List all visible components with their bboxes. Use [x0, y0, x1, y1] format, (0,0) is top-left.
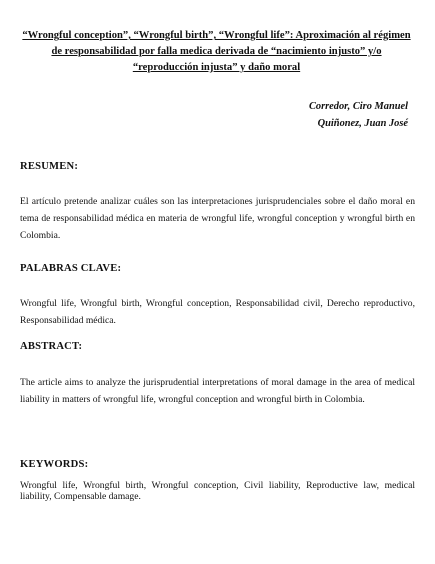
resumen-heading: RESUMEN:: [20, 161, 79, 172]
keywords-heading: KEYWORDS:: [20, 459, 89, 470]
abstract-heading: ABSTRACT:: [20, 341, 83, 352]
author-list: [309, 98, 408, 132]
resumen-text: El artículo pretende analizar cuáles son las interpretaciones jurisprudenciales sobre el daño moral en tema de responsabilidad médica en materia de wrongful life, wrongful conception y wrongful birth en Colombia.: [20, 196, 415, 241]
abstract-text: The article aims to analyze the jurisprudential interpretations of moral damage in the area of medical liability in matters of wrongful life, wrongful conception and wrongful birth in Colombia.: [20, 377, 415, 405]
palabras-clave-heading: PALABRAS CLAVE:: [20, 263, 122, 274]
author-name: Corredor, Ciro Manuel: [308, 101, 408, 112]
paper-title: “Wrongful conception”, “Wrongful birth”, “Wrongful life”: Aproximación al régimen de responsabilidad por falla medica derivada de “nacimiento injusto” y/o “reproducción injusta” y daño moral: [22, 30, 411, 73]
keywords-text: Wrongful life, Wrongful birth, Wrongful conception, Civil liability, Reproductive law, medical liability, Compensable damage.: [20, 480, 415, 502]
author-name: Quiñonez, Juan José: [317, 118, 408, 129]
palabras-clave-text: Wrongful life, Wrongful birth, Wrongful conception, Responsabilidad civil, Derecho reproductivo, Responsabilidad médica.: [20, 298, 415, 326]
